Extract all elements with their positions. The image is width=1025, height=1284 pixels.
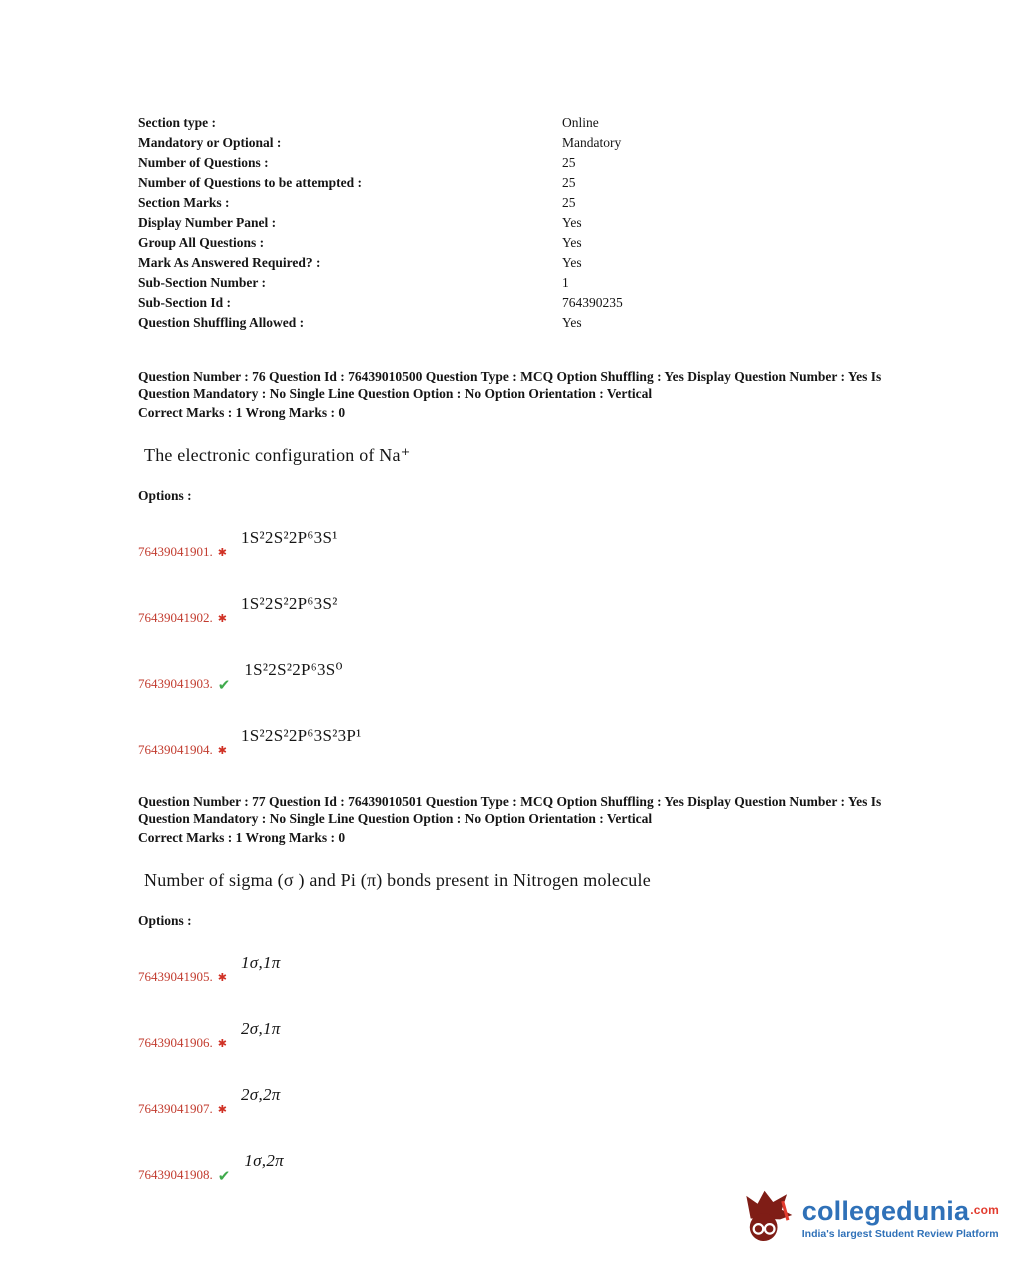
option-id: 76439041903. [138, 676, 213, 691]
detail-value: 25 [562, 155, 576, 170]
detail-label: Mark As Answered Required? : [138, 255, 321, 270]
correct-mark-icon: ✔ [217, 676, 231, 694]
detail-label: Number of Questions to be attempted : [138, 175, 362, 190]
question-marks: Correct Marks : 1 Wrong Marks : 0 [138, 830, 346, 845]
correct-mark-icon: ✔ [217, 1167, 231, 1185]
detail-label: Sub-Section Number : [138, 275, 267, 290]
detail-value: 25 [562, 175, 576, 190]
option-text: 1S²2S²2P⁶3S¹ [240, 528, 338, 547]
detail-value: Yes [562, 235, 582, 250]
detail-label: Display Number Panel : [138, 215, 277, 230]
options-list [138, 953, 1025, 1183]
brand-suffix: .com [970, 1202, 999, 1217]
question-meta: Question Number : 76 Question Id : 76439010500 Question Type : MCQ Option Shuffling : Yes Display Question Number : Yes Is Question Mandatory : No Single Line Question Option : No Option Orientation : Vertical [138, 369, 882, 401]
question-76-block [138, 369, 1025, 758]
option-text: 2σ,1π [240, 1019, 281, 1038]
question-marks: Correct Marks : 1 Wrong Marks : 0 [138, 405, 346, 420]
question-text: Number of sigma (σ ) and Pi (π) bonds present in Nitrogen molecule [144, 870, 651, 890]
detail-label: Question Shuffling Allowed : [138, 315, 305, 330]
detail-value: Online [562, 115, 599, 130]
option-id: 76439041904. [138, 742, 213, 757]
brand-tagline: India's largest Student Review Platform [801, 1227, 999, 1240]
question-77-block [138, 794, 1025, 1183]
logo-text [802, 1196, 999, 1240]
option-row [138, 594, 1025, 626]
option-row [138, 1019, 1025, 1051]
detail-value: 764390235 [562, 295, 623, 310]
options-label: Options : [138, 913, 192, 928]
detail-label: Group All Questions : [138, 235, 265, 250]
detail-row [138, 193, 1025, 213]
detail-row [138, 133, 1025, 153]
wrong-mark-icon: ✱ [217, 546, 227, 559]
section-details [138, 113, 1025, 333]
wrong-mark-icon: ✱ [217, 744, 227, 757]
wrong-mark-icon: ✱ [217, 1103, 227, 1116]
options-label: Options : [138, 488, 192, 503]
detail-row [138, 253, 1025, 273]
option-id: 76439041908. [138, 1167, 213, 1182]
option-row [138, 953, 1025, 985]
detail-row [138, 293, 1025, 313]
option-row [138, 726, 1025, 758]
detail-row [138, 313, 1025, 333]
detail-label: Section Marks : [138, 195, 230, 210]
detail-row [138, 273, 1025, 293]
option-row [138, 1151, 1025, 1183]
detail-value: Yes [562, 315, 582, 330]
detail-row [138, 173, 1025, 193]
question-text: The electronic configuration of Na⁺ [144, 445, 411, 465]
detail-row [138, 213, 1025, 233]
detail-value: Yes [562, 255, 582, 270]
option-id: 76439041907. [138, 1101, 213, 1116]
option-text: 2σ,2π [240, 1085, 281, 1104]
detail-value: Yes [562, 215, 582, 230]
option-text: 1σ,1π [240, 953, 281, 972]
option-row [138, 660, 1025, 692]
option-id: 76439041905. [138, 969, 213, 984]
option-row [138, 1085, 1025, 1117]
option-id: 76439041902. [138, 610, 213, 625]
detail-label: Number of Questions : [138, 155, 269, 170]
collegedunia-footer [742, 1187, 999, 1248]
detail-row [138, 113, 1025, 133]
option-text: 1σ,2π [244, 1151, 284, 1170]
option-id: 76439041901. [138, 544, 213, 559]
wrong-mark-icon: ✱ [217, 971, 227, 984]
detail-label: Mandatory or Optional : [138, 135, 282, 150]
detail-value: Mandatory [562, 135, 622, 150]
detail-value: 1 [562, 275, 569, 290]
options-list [138, 528, 1025, 758]
detail-value: 25 [562, 195, 576, 210]
brand-wordmark [802, 1196, 999, 1225]
detail-row [138, 153, 1025, 173]
option-id: 76439041906. [138, 1035, 213, 1050]
collegedunia-logo[interactable] [742, 1187, 999, 1248]
wrong-mark-icon: ✱ [217, 1037, 227, 1050]
collegedunia-logo-icon [742, 1187, 794, 1248]
detail-row [138, 233, 1025, 253]
option-text: 1S²2S²2P⁶3S²3P¹ [240, 726, 362, 745]
detail-label: Section type : [138, 115, 216, 130]
option-text: 1S²2S²2P⁶3S² [240, 594, 338, 613]
brand-name: collegedunia [801, 1195, 970, 1226]
detail-label: Sub-Section Id : [138, 295, 232, 310]
option-row [138, 528, 1025, 560]
wrong-mark-icon: ✱ [217, 612, 227, 625]
question-meta: Question Number : 77 Question Id : 76439010501 Question Type : MCQ Option Shuffling : Yes Display Question Number : Yes Is Question Mandatory : No Single Line Question Option : No Option Orientation : Vertical [138, 794, 882, 826]
option-text: 1S²2S²2P⁶3S⁰ [244, 660, 343, 679]
